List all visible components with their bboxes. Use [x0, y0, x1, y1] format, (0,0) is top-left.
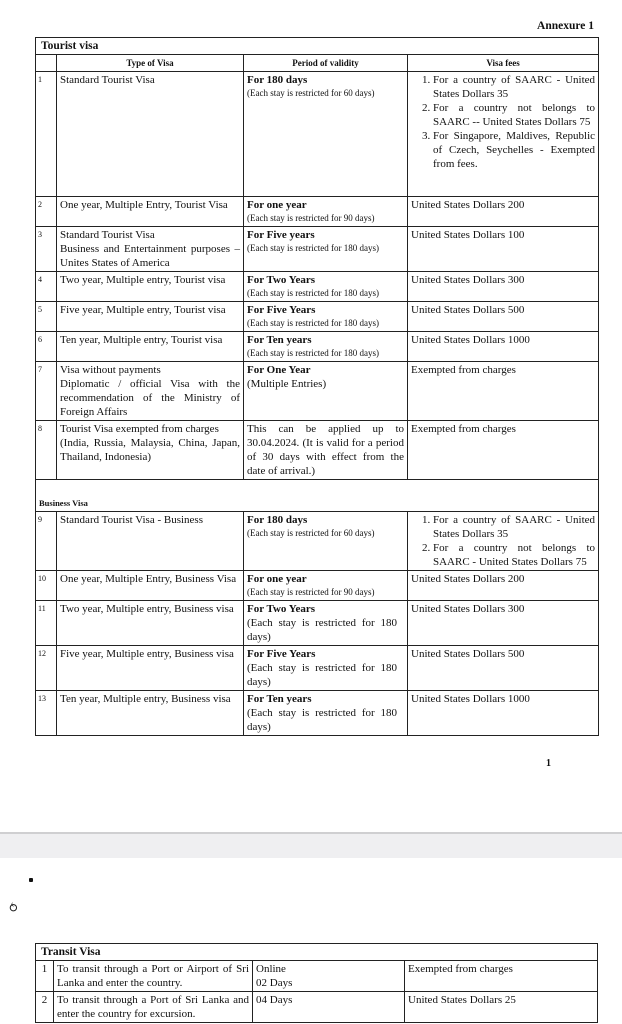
validity-note: (Each stay is restricted for 90 days): [247, 587, 375, 597]
validity-line: 02 Days: [256, 977, 293, 989]
row-number: 4: [36, 272, 57, 302]
validity-main: For one year: [247, 199, 307, 211]
validity-main: For Five Years: [247, 648, 316, 660]
validity-main: For one year: [247, 573, 307, 585]
validity-note: (Each stay is restricted for 180 days): [247, 662, 397, 688]
transit-visa-section-header: [36, 944, 598, 961]
row-number: 1: [36, 72, 57, 197]
visa-type-line: Tourist Visa exempted from charges: [60, 423, 219, 435]
visa-type: Ten year, Multiple entry, Business visa: [57, 691, 244, 736]
visa-validity: [244, 197, 408, 227]
validity-note: (Each stay is restricted for 90 days): [247, 213, 375, 223]
row-number: 10: [36, 571, 57, 601]
visa-fees: Exempted from charges: [408, 421, 599, 480]
section-title: Tourist visa: [36, 38, 599, 55]
validity-note: (Each stay is restricted for 180 days): [247, 318, 379, 328]
row-number: 11: [36, 601, 57, 646]
visa-validity: This can be applied up to 30.04.2024. (It is valid for a period of 30 days with effect from the date of arrival.): [244, 421, 408, 480]
visa-type: Two year, Multiple entry, Business visa: [57, 601, 244, 646]
visa-fees: United States Dollars 25: [405, 992, 598, 1023]
transit-visa-table: [35, 943, 598, 1023]
business-visa-section-header: [36, 480, 599, 512]
validity-main: For 180 days: [247, 74, 308, 86]
table-row: [36, 362, 599, 421]
visa-type: To transit through a Port or Airport of Sri Lanka and enter the country.: [54, 961, 253, 992]
visa-validity: [244, 601, 408, 646]
visa-fees: United States Dollars 1000: [408, 691, 599, 736]
row-number: 13: [36, 691, 57, 736]
visa-validity: [244, 332, 408, 362]
table-row: [36, 691, 599, 736]
validity-main: For Ten years: [247, 693, 312, 705]
visa-type: One year, Multiple Entry, Tourist Visa: [57, 197, 244, 227]
visa-type: Standard Tourist Visa: [57, 72, 244, 197]
visa-type: [57, 227, 244, 272]
visa-validity: [244, 512, 408, 571]
table-row: [36, 961, 598, 992]
validity-main: For Five Years: [247, 304, 316, 316]
visa-fees: [408, 72, 599, 197]
visa-fees: United States Dollars 100: [408, 227, 599, 272]
tourist-visa-section-header: [36, 38, 599, 55]
header-number: [36, 55, 57, 72]
visa-fees: [408, 512, 599, 571]
visa-type-line: Business and Entertainment purposes – Unites States of America: [60, 243, 240, 269]
column-headers: [36, 55, 599, 72]
row-number: 2: [36, 197, 57, 227]
visa-validity: [244, 362, 408, 421]
validity-line: Online: [256, 963, 286, 975]
table-row: [36, 512, 599, 571]
header-validity: Period of validity: [244, 55, 408, 72]
validity-main: For Two Years: [247, 603, 316, 615]
table-row: [36, 197, 599, 227]
visa-fees: Exempted from charges: [405, 961, 598, 992]
row-number: 9: [36, 512, 57, 571]
table-row: [36, 227, 599, 272]
validity-note: (Each stay is restricted for 180 days): [247, 243, 379, 253]
visa-fees: United States Dollars 1000: [408, 332, 599, 362]
fee-item: 1. For a country of SAARC - United States Dollars 35: [433, 73, 595, 101]
visa-validity: [244, 691, 408, 736]
annexure-label: Annexure 1: [537, 20, 594, 32]
header-fees: Visa fees: [408, 55, 599, 72]
visa-fees: United States Dollars 500: [408, 646, 599, 691]
validity-main: For Two Years: [247, 274, 316, 286]
visa-fees: United States Dollars 200: [408, 571, 599, 601]
validity-main: For Ten years: [247, 334, 312, 346]
visa-type: Five year, Multiple entry, Business visa: [57, 646, 244, 691]
visa-type: Two year, Multiple entry, Tourist visa: [57, 272, 244, 302]
visa-type: Five year, Multiple entry, Tourist visa: [57, 302, 244, 332]
visa-fees: United States Dollars 300: [408, 272, 599, 302]
fee-item: 2. For a country not belongs to SAARC - United States Dollars 75: [433, 541, 595, 569]
visa-fees-table: [35, 37, 599, 736]
visa-type: To transit through a Port of Sri Lanka and enter the country for excursion.: [54, 992, 253, 1023]
fee-item: 1. For a country of SAARC - United States Dollars 35: [433, 513, 595, 541]
validity-main: For Five years: [247, 229, 315, 241]
visa-type-line: Diplomatic / official Visa with the recommendation of the Ministry of Foreign Affairs: [60, 378, 240, 418]
scan-speck: [29, 878, 33, 882]
row-number: 5: [36, 302, 57, 332]
table-row: [36, 421, 599, 480]
row-number: 6: [36, 332, 57, 362]
visa-type-line: Standard Tourist Visa: [60, 229, 155, 241]
row-number: 2: [36, 992, 54, 1023]
validity-note: (Each stay is restricted for 60 days): [247, 528, 375, 538]
table-row: [36, 332, 599, 362]
validity-note: (Each stay is restricted for 60 days): [247, 88, 375, 98]
validity-note: (Each stay is restricted for 180 days): [247, 617, 397, 643]
fee-item: 2. For a country not belongs to SAARC -- United States Dollars 75: [433, 101, 595, 129]
page-number: 1: [546, 758, 551, 769]
visa-fees: Exempted from charges: [408, 362, 599, 421]
visa-validity: [253, 961, 405, 992]
visa-validity: [244, 302, 408, 332]
validity-main: For One Year: [247, 364, 311, 376]
visa-type: [57, 421, 244, 480]
row-number: 12: [36, 646, 57, 691]
table-row: [36, 72, 599, 197]
visa-type: Standard Tourist Visa - Business: [57, 512, 244, 571]
visa-fees: United States Dollars 500: [408, 302, 599, 332]
validity-main: For 180 days: [247, 514, 308, 526]
table-row: [36, 571, 599, 601]
visa-type-line: Visa without payments: [60, 364, 161, 376]
visa-validity: [244, 227, 408, 272]
table-row: [36, 272, 599, 302]
table-row: [36, 992, 598, 1023]
table-row: [36, 601, 599, 646]
validity-note: (Each stay is restricted for 180 days): [247, 288, 379, 298]
page-separator: [0, 832, 622, 858]
row-number: 7: [36, 362, 57, 421]
visa-validity: [244, 646, 408, 691]
visa-type: [57, 362, 244, 421]
visa-validity: [244, 272, 408, 302]
visa-validity: [244, 72, 408, 197]
table-row: [36, 302, 599, 332]
row-number: 1: [36, 961, 54, 992]
row-number: 8: [36, 421, 57, 480]
fee-item: 3. For Singapore, Maldives, Republic of Czech, Seychelles - Exempted from fees.: [433, 129, 595, 171]
visa-fees: United States Dollars 300: [408, 601, 599, 646]
visa-fees: United States Dollars 200: [408, 197, 599, 227]
visa-type: Ten year, Multiple entry, Tourist visa: [57, 332, 244, 362]
validity-line: 04 Days: [256, 994, 293, 1006]
section-title: Business Visa: [36, 480, 599, 512]
scan-mark-icon: ⥀: [5, 898, 21, 917]
table-row: [36, 646, 599, 691]
section-title: Transit Visa: [36, 944, 598, 961]
validity-note: (Each stay is restricted for 180 days): [247, 707, 397, 733]
row-number: 3: [36, 227, 57, 272]
visa-type: One year, Multiple Entry, Business Visa: [57, 571, 244, 601]
visa-validity: [244, 571, 408, 601]
visa-type-line: (India, Russia, Malaysia, China, Japan, Thailand, Indonesia): [60, 437, 240, 463]
header-type: Type of Visa: [57, 55, 244, 72]
validity-note: (Each stay is restricted for 180 days): [247, 348, 379, 358]
validity-note: (Multiple Entries): [247, 378, 327, 390]
visa-validity: [253, 992, 405, 1023]
